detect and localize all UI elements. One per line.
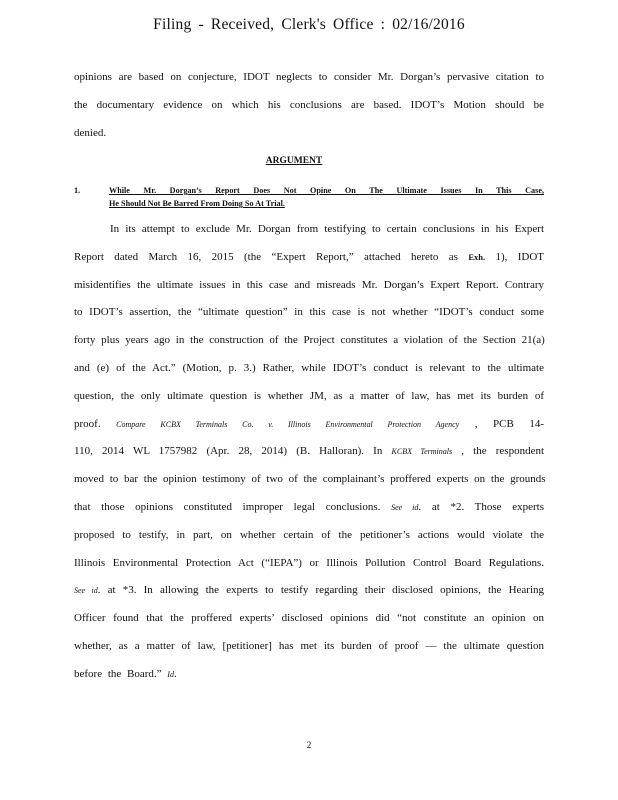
para-line: and (e) of the Act.” (Motion, p. 3.) Rather, while IDOT’s conduct is relevant to the ultimate [74, 361, 544, 374]
para-line: 110, 2014 WL 1757982 (Apr. 28, 2014) (B. Halloran). In KCBX Terminals , the respondent [74, 445, 545, 458]
para-line: misidentifies the ultimate issues in this case and misreads Mr. Dorgan’s Expert Report. Contrary [74, 278, 544, 291]
para-line: Illinois Environmental Protection Act (“IEPA”) or Illinois Pollution Control Board Regulations. [74, 556, 544, 569]
para-line: In its attempt to exclude Mr. Dorgan from testifying to certain conclusions in his Expert [110, 223, 544, 235]
intro-line-2: the documentary evidence on which his conclusions are based. IDOT’s Motion should be [74, 98, 544, 111]
para-line: proof. Compare KCBX Terminals Co. v. Illinois Environmental Protection Agency , PCB 14- [74, 417, 545, 430]
para-line: moved to bar the opinion testimony of two of the complainant’s proffered experts on the grounds [74, 473, 546, 486]
section-number: 1. [74, 186, 81, 195]
signal-citation: See id [74, 586, 98, 596]
intro-line-3: denied. [74, 126, 107, 139]
para-line: whether, as a matter of law, [petitioner] has met its burden of proof — the ultimate question [74, 639, 544, 652]
para-line: question, the only ultimate question is whether JM, as a matter of law, has met its burden of [74, 389, 544, 402]
argument-paragraph [74, 216, 544, 689]
case-citation: KCBX Terminals [391, 447, 453, 457]
para-line: to IDOT’s assertion, the “ultimate question” in this case is not whether “IDOT’s conduct some [74, 306, 544, 319]
page-number: 2 [306, 740, 312, 750]
signal-citation: Id [167, 669, 174, 679]
para-line: proposed to testify, in part, on whether certain of the petitioner’s actions would violate the [74, 528, 544, 541]
intro-paragraph [74, 64, 544, 147]
para-line: before the Board.” Id. [74, 667, 177, 680]
intro-line-1: opinions are based on conjecture, IDOT neglects to consider Mr. Dorgan’s pervasive citation to [74, 71, 544, 83]
section-heading-line-1: While Mr. Dorgan’s Report Does Not Opine On The Ultimate Issues In This Case, [109, 186, 544, 195]
signal-citation: See id [391, 502, 419, 512]
para-line: See id. at *3. In allowing the experts to testify regarding their disclosed opinions, the Hearing [74, 584, 544, 597]
para-line: Report dated March 16, 2015 (the “Expert Report,” attached hereto as Exh. 1), IDOT [74, 250, 544, 263]
argument-title-text: ARGUMENT [265, 156, 323, 166]
para-line: forty plus years ago in the construction of the Project constitutes a violation of the Section 21(a) [74, 334, 545, 347]
argument-title [0, 156, 618, 166]
exhibit-ref: Exh. [468, 251, 486, 262]
filing-stamp-header: Filing - Received, Clerk's Office : 02/16/2016 [153, 16, 465, 33]
section-heading-text [109, 184, 544, 210]
para-line: Officer found that the proffered experts’ disclosed opinions did “not constitute an opinion on [74, 612, 544, 625]
section-heading-line-2: He Should Not Be Barred From Doing So At Trial. [109, 199, 285, 208]
case-citation: Compare KCBX Terminals Co. v. Illinois Environmental Protection Agency [116, 419, 460, 429]
para-line: that those opinions constituted improper legal conclusions. See id. at *2. Those experts [74, 500, 545, 513]
